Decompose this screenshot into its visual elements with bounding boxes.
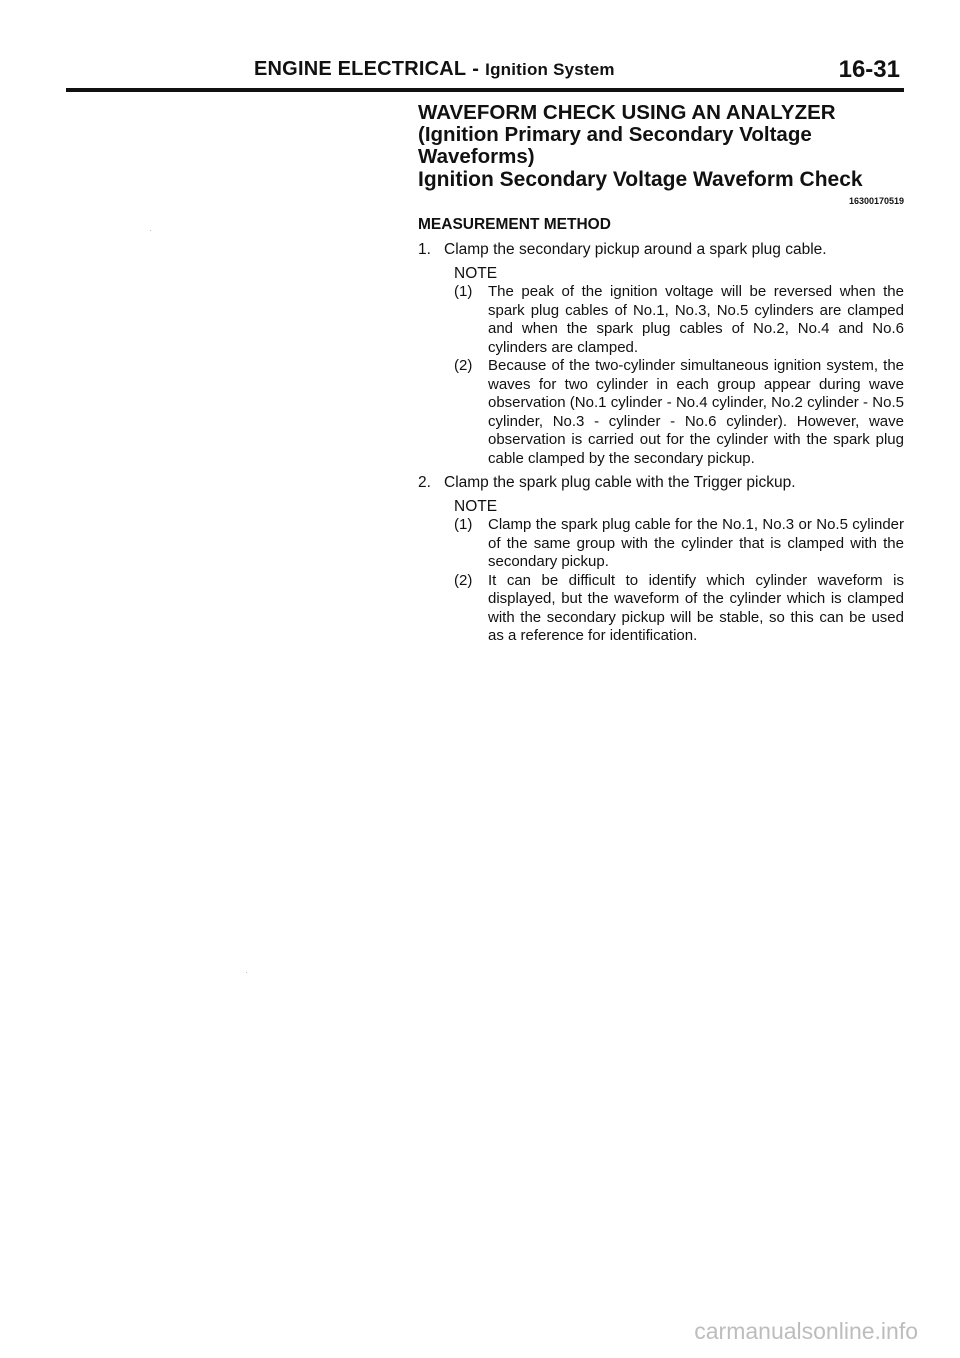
header-rule [66, 88, 904, 92]
note-text: It can be difficult to identify which cylinder waveform is displayed, but the waveform of the cylinder which is clamped with the secondary pickup will be stable, so this can be used as a reference for identification. [488, 571, 904, 644]
note-item [454, 357, 904, 468]
note-number: (2) [454, 571, 473, 589]
page-number: 16-31 [838, 56, 900, 83]
note-label: NOTE [454, 498, 498, 515]
watermark: carmanualsonline.info [694, 1318, 918, 1344]
scan-speck [150, 230, 151, 231]
header-section: ENGINE ELECTRICAL [254, 58, 467, 80]
step-text: Clamp the spark plug cable with the Trigger pickup. [444, 474, 796, 491]
header-subsection: Ignition System [485, 60, 615, 79]
note-block [454, 264, 904, 468]
main-content [418, 102, 904, 646]
scan-speck [246, 972, 247, 973]
note-text: Because of the two-cylinder simultaneous ignition system, the waves for two cylinder in each group appear during wave observation (No.1 cylinder - No.4 cylinder, No.2 cylinder - No.5 cylinder, No.3 - cylinder - No.6 cylinder). However, wave observation is carried out for the cylinder with the spark plug cable clamped by the secondary pickup. [488, 357, 904, 467]
note-number: (1) [454, 516, 473, 533]
section-title: WAVEFORM CHECK USING AN ANALYZER (Ignition Primary and Secondary Voltage Waveforms) [418, 101, 836, 168]
note-number: (2) [454, 357, 473, 374]
note-text: The peak of the ignition voltage will be reversed when the spark plug cables of No.1, No.3, No.5 cylinders are clamped and when the spark plug cables of No.2, No.4 and No.6 cylinders are clamped. [488, 283, 904, 356]
note-number: (1) [454, 283, 473, 300]
measurement-method-heading: MEASUREMENT METHOD [418, 216, 611, 233]
document-id: 16300170519 [848, 196, 904, 206]
step-number: 2. [418, 474, 431, 491]
note-item [454, 572, 904, 646]
note-text: Clamp the spark plug cable for the No.1, No.3 or No.5 cylinder of the same group with the cylinder that is clamped with the secondary pickup. [488, 516, 904, 570]
note-label: NOTE [454, 265, 498, 282]
step-text: Clamp the secondary pickup around a spark plug cable. [444, 241, 827, 258]
page-header [66, 56, 904, 88]
note-item [454, 516, 904, 572]
header-title [254, 58, 615, 81]
note-block [454, 497, 904, 646]
step-number: 1. [418, 241, 431, 258]
header-separator: - [472, 58, 480, 80]
step-item [418, 240, 904, 259]
step-item [418, 473, 904, 492]
note-item [454, 283, 904, 357]
section-subtitle: Ignition Secondary Voltage Waveform Check [418, 168, 863, 191]
